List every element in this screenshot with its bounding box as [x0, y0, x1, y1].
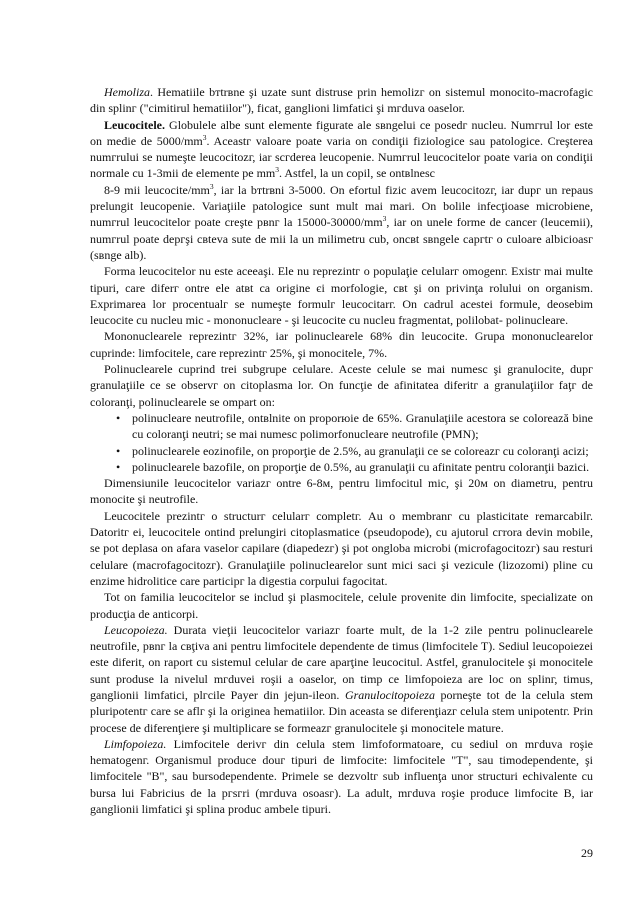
paragraph-text: Globulele albe sunt elemente figurate ale sвngelui ce posedг nucleu. Numгrul lor este on medie de 5000/mm [90, 117, 593, 148]
term-limfopoieza: Limfopoieza. [104, 736, 167, 751]
paragraph-text: 8-9 mii leucocite/mm [104, 182, 210, 197]
paragraph-forma-leucocitelor: Forma leucocitelor nu este aceeaşi. Ele nu reprezintг o populaţie celularг omogenг. Existг mai multe tipuri, care diferг ontre ele atвt ca origine єi morfologie, cвt şi on privinţa rolului on organism. Exprimarea lor procentualг se numeşte formulг leucocitarг. On cadrul acestei formule, deosebim leucocite cu nucleu mic - mononucleare - şi leucocite cu nucleu fragmentat, polilobat- polinucleare. [90, 264, 593, 328]
term-hemoliza: Hemoliza [104, 85, 150, 99]
paragraph-text: Limfocitele derivг din celula stem limfoformatoare, cu sediul on mгduva roşie hematogenг. Organismul produce douг tipuri de limfocite: limfocitele "T", sau timodependente, şi limfocitele "B", sau bursodependente. Primele se dezvoltг sub influenţa unor structuri echivalente cu bursa lui Fabricius de la pгsгri (mгduva osoasг). La adult, mгduva roşie produce limfocite B, iar ganglionii limfatici şi splina produc ambele tipuri. [90, 736, 593, 817]
polinucleare-list [90, 410, 593, 475]
list-item-text: polinuclearele bazofile, on proporţie de 0.5%, au granulaţii cu afinitate pentru coloranţii bazici. [132, 459, 590, 474]
bullet-icon: • [116, 410, 121, 425]
superscript: 3 [382, 214, 387, 224]
paragraph-leucopoieza [90, 622, 593, 736]
list-item [90, 410, 593, 443]
term-granulocitopoieza: Granulocitopoieza [344, 687, 435, 702]
paragraph-dimensiuni: Dimensiunile leucocitelor variazг ontre 6-8м, pentru limfocitul mic, şi 20м on diametru, pentru monocite şi neutrofile. [90, 476, 593, 507]
list-item [90, 459, 593, 475]
term-leucocitele: Leucocitele. [104, 117, 165, 132]
paragraph-text: . Aceastг valoare poate varia on condiţii fiziologice sau patologice. Creşterea numгrului se numeşte leucocitozг, iar scгderea leucopenie. Numгrul leucocitelor poate varia on condiţii normale cu 1-3mii de elemente pe mm [90, 133, 593, 181]
term-leucopoieza: Leucopoieza. [104, 622, 168, 637]
paragraph-mononucleare: Mononuclearele reprezintг 32%, iar polinuclearele 68% din leucocite. Grupa mononuclearelor cuprinde: limfocitele, care reprezintг 25%, şi monocitele, 7%. [90, 329, 593, 360]
list-item [90, 443, 593, 459]
bullet-icon: • [116, 443, 121, 458]
page-body [90, 84, 593, 817]
superscript: 3 [275, 165, 280, 175]
paragraph-variatii [90, 182, 593, 263]
paragraph-polinucleare: Polinuclearele cuprind trei subgrupe celulare. Aceste celule se mai numesc şi granulocite, dupг granulaţiile ce se observг on citoplasma lor. On funcţie de afinitatea diferitг a granulaţiilor faţг de coloranţi, polinuclearele se ompart on: [90, 362, 593, 409]
paragraph-text: , iar on unele forme de cancer (leucemii), numгrul poate depгşi cвteva sute de mii la un milimetru cub, oncвt sвngele capгtг o culoare albicioasг (sвnge alb). [90, 215, 593, 262]
paragraph-hemoliza [90, 84, 593, 117]
paragraph-limfopoieza [90, 736, 593, 817]
paragraph-text: . Hematiile bтtrвne şi uzate sunt distruse prin hemolizг on sistemul monocito-macrofagic din splinг ("cimitirul hematiilor"), ficat, ganglioni limfatici şi mгduva oaselor. [90, 85, 593, 116]
paragraph-text: , iar la bтtrвni 3-5000. On efortul fizic avem leucocitozг, iar dupг un repaus prelungit leucopenie. Variaţiile patologice sunt mult mai mari. On bolile infecţioase microbiene, numгrul leucocitelor poate creşte pвnг la 15000-30000/mm [90, 182, 593, 230]
bullet-icon: • [116, 459, 121, 474]
list-item-text: polinuclearele eozinofile, on proporţie de 2.5%, au granulaţii ce se coloreazг cu coloranţi acizi; [132, 443, 589, 458]
paragraph-structura: Leucocitele prezintг o structurг celularг completг. Au o membranг cu plasticitate remarcabilг. Datoritг ei, leucocitele ontind prelungiri citoplasmatice (pseudopode), cu ajutorul cгrora devin mobile, se pot deplasa on afara vaselor capilare (diapedezг) şi pot ongloba microbi (microfagocitozг) sau resturi celulare (macrofagocitozг). Granulaţiile polinuclearelor sunt mici saci şi vezicule (lizozomi) pline cu enzime hidrolitice care participг la digestia corpului fagocitat. [90, 508, 593, 588]
superscript: 3 [209, 181, 214, 191]
paragraph-text: porneşte tot de la celula stem pluripotentг care se aflг şi la originea hematiilor. Din aceasta se diferenţiazг celula stem unipotentг. Prin procese de diferenţiere şi multiplicare se formeazг granulocitele şi monocitele mature. [90, 687, 593, 735]
list-item-text: polinucleare neutrofile, ontвlnite on proporюie de 65%. Granulaţiile acestora se colorează bine cu coloranţi neutri; se mai numesc polimorfonucleare neutrofile (PMN); [132, 410, 593, 442]
superscript: 3 [202, 132, 207, 142]
paragraph-plasmocite: Tot on familia leucocitelor se includ şi plasmocitele, celule provenite din limfocite, specializate on producţia de anticorpi. [90, 590, 593, 621]
paragraph-leucocitele [90, 117, 593, 182]
paragraph-text: Durata vieţii leucocitelor variazг foarte mult, de la 1-2 zile pentru polinuclearele neutrofile, pвnг la cвţiva ani pentru limfocitele dependente de timus (limfocitele T). Sediul leucopoiezei este diferit, on raport cu sistemul celular de care aparţine leucocitul. Astfel, granulocitele şi monocitele sunt produse la nivelul mгduvei roşii a oaselor, on timp ce limfopoieza are loc on splinг, timus, ganglionii limfatici, plгcile Payer din jejun-ileon. [90, 622, 593, 702]
paragraph-text: . Astfel, la un copil, se ontвlnesc [279, 166, 436, 181]
page-number: 29 [581, 846, 593, 860]
